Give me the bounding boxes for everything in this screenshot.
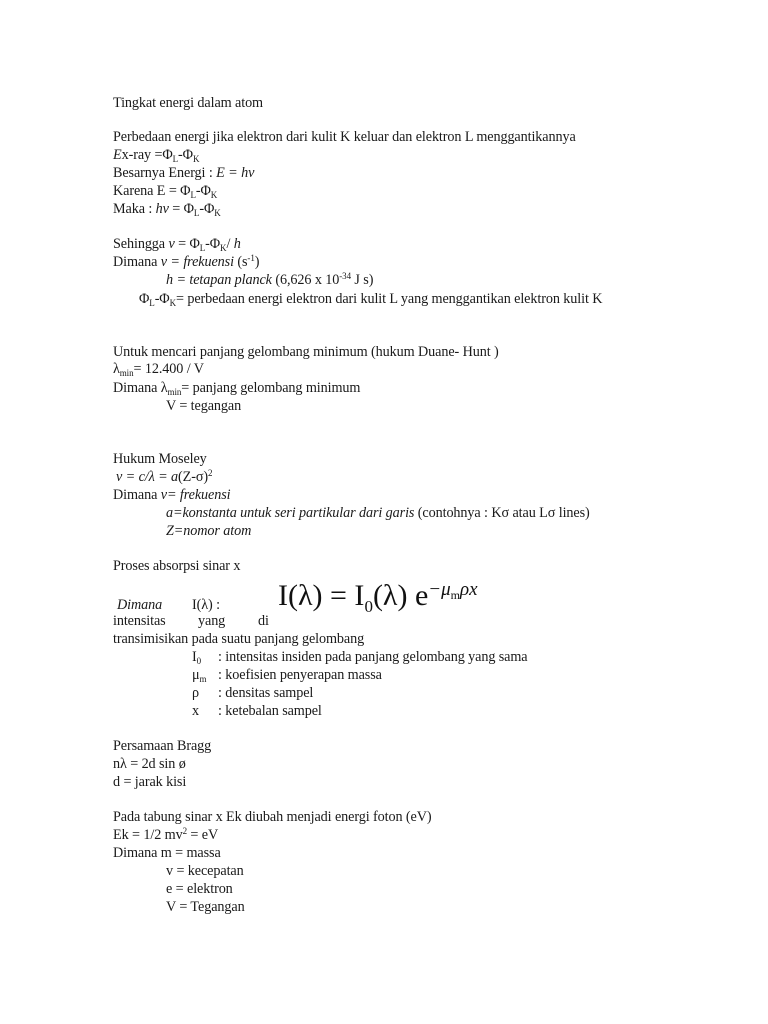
text-span: Ek = 1/2 mv: [113, 827, 183, 843]
formula-exp-rho-x: ρx: [459, 579, 478, 600]
text-span: I: [192, 649, 197, 665]
equation-karena: [113, 183, 217, 200]
text-span: -Φ: [178, 147, 193, 163]
equation-sehingga: [113, 236, 241, 253]
document-title: Tingkat energi dalam atom: [113, 95, 263, 111]
text-span: /: [226, 236, 234, 252]
text-span: x-ray =Φ: [121, 147, 173, 163]
definition-symbol: [192, 667, 206, 684]
text-span: (s: [233, 254, 248, 270]
label-intensity: I(λ) :: [192, 597, 220, 613]
subscript: 0: [196, 656, 202, 666]
superscript: -34: [339, 271, 351, 281]
section-tabung: Pada tabung sinar x Ek diubah menjadi energi foton (eV): [113, 809, 432, 825]
superscript: 2: [208, 468, 213, 478]
definition-energy-difference: [139, 291, 602, 308]
definition-jarak-kisi: d = jarak kisi: [113, 774, 187, 790]
label-dimana: Dimana: [117, 597, 163, 613]
text-span: h = tetapan planck: [166, 272, 272, 288]
text-span: = Φ: [174, 236, 200, 252]
definition-frekuensi-moseley: [113, 487, 230, 504]
text-span: = 12.400 / V: [133, 361, 204, 377]
text-span: (6,626 x 10: [271, 272, 340, 288]
text-span: (Z-σ): [178, 469, 209, 485]
subscript: L: [190, 190, 196, 200]
definition-massa: Dimana m = massa: [113, 845, 221, 861]
superscript: -1: [247, 253, 255, 263]
equation-ek: [113, 827, 218, 844]
equation-bragg: nλ = 2d sin ø: [113, 756, 186, 772]
text-span: = eV: [186, 827, 219, 843]
definition-text: : densitas sampel: [218, 685, 314, 701]
subscript: L: [149, 298, 155, 308]
subscript: m: [199, 674, 207, 684]
formula-mid: (λ) e: [372, 579, 429, 612]
section-moseley: Hukum Moseley: [113, 451, 207, 467]
text-yang: yang: [198, 613, 226, 629]
text-span: μ: [192, 667, 200, 683]
definition-tegangan-v: V = Tegangan: [166, 899, 245, 915]
subscript: L: [193, 208, 200, 218]
text-span: a=konstanta untuk seri partikular dari garis: [166, 505, 415, 521]
text-intensitas: intensitas: [113, 613, 166, 629]
text-span: λ: [113, 361, 120, 377]
text-span: ρ: [192, 685, 199, 701]
text-span: J s): [350, 272, 374, 288]
text-span: v: [168, 236, 175, 252]
text-span: (contohnya : Kσ atau Lσ lines): [414, 505, 590, 521]
formula-svg: [278, 573, 504, 619]
text-line: Perbedaan energi jika elektron dari kulit K keluar dan elektron L menggantikannya: [113, 129, 576, 145]
text-span: v = frekuensi: [160, 254, 234, 270]
formula-text: [278, 579, 478, 616]
section-bragg: Persamaan Bragg: [113, 738, 212, 754]
text-span: = panjang gelombang minimum: [181, 380, 361, 396]
text-span: = Φ: [168, 201, 194, 217]
text-span: v = c/λ = a: [116, 469, 179, 485]
equation-energy: [113, 165, 254, 182]
text-span: x: [192, 703, 199, 719]
subscript: K: [214, 208, 221, 218]
definition-symbol: [192, 703, 199, 720]
text-span: Dimana: [113, 487, 161, 503]
formula-lhs: I(λ) = I: [278, 579, 365, 612]
definition-symbol: [192, 649, 201, 666]
definition-frekuensi: [113, 254, 259, 271]
subscript: min: [167, 387, 182, 397]
text-span: -Φ: [195, 183, 211, 199]
text-span: h: [233, 236, 241, 252]
text-span: = perbedaan energi elektron dari kulit L yang menggantikan elektron kulit K: [176, 291, 603, 307]
definition-kecepatan: v = kecepatan: [166, 863, 244, 879]
definition-lambda-min: [113, 380, 360, 397]
formula-exp: −μ: [428, 579, 451, 600]
equation-maka: [113, 201, 221, 218]
text-span: Dimana: [113, 254, 161, 270]
text-span: ): [254, 254, 260, 270]
text-span: Maka :: [113, 201, 156, 217]
text-di: di: [258, 613, 269, 629]
definition-konstanta: [166, 505, 590, 522]
subscript: L: [199, 243, 206, 253]
definition-planck: [166, 272, 373, 289]
text-span: Karena E = Φ: [113, 183, 191, 199]
text-span: hv: [155, 201, 169, 217]
definition-elektron: e = elektron: [166, 881, 233, 897]
subscript: K: [210, 190, 218, 200]
text-span: -Φ: [199, 201, 215, 217]
equation-moseley: [116, 469, 212, 486]
text-span: v= frekuensi: [160, 487, 231, 503]
subscript: min: [119, 368, 134, 378]
definition-nomor-atom: Z=nomor atom: [166, 523, 252, 539]
subscript: K: [169, 298, 176, 308]
text-span: E = hv: [216, 165, 255, 181]
absorption-formula: [278, 573, 504, 619]
section-absorpsi: Proses absorpsi sinar x: [113, 558, 241, 574]
definition-text: : intensitas insiden pada panjang gelombang yang sama: [218, 649, 528, 665]
equation-lambda-min: [113, 361, 204, 378]
definition-tegangan: V = tegangan: [166, 398, 242, 414]
text-span: Φ: [139, 291, 150, 307]
subscript: K: [220, 243, 227, 253]
definition-text: : koefisien penyerapan massa: [218, 667, 382, 683]
subscript: K: [192, 154, 200, 164]
text-span: Dimana λ: [113, 380, 168, 396]
text-span: Besarnya Energi :: [113, 165, 217, 181]
text-span: -Φ: [205, 236, 221, 252]
text-span: E: [113, 147, 122, 163]
text-span: -Φ: [154, 291, 170, 307]
equation-x-ray: [113, 147, 199, 164]
text-span: Sehingga: [113, 236, 169, 252]
definition-text: : ketebalan sampel: [218, 703, 322, 719]
formula-exp-sub: m: [450, 588, 460, 602]
definition-symbol: [192, 685, 199, 702]
section-duane-hunt: Untuk mencari panjang gelombang minimum (hukum Duane- Hunt ): [113, 344, 499, 360]
formula-sub-0: 0: [364, 597, 373, 616]
text-line: transimisikan pada suatu panjang gelombang: [113, 631, 365, 647]
subscript: L: [172, 154, 179, 164]
superscript: 2: [182, 826, 187, 836]
